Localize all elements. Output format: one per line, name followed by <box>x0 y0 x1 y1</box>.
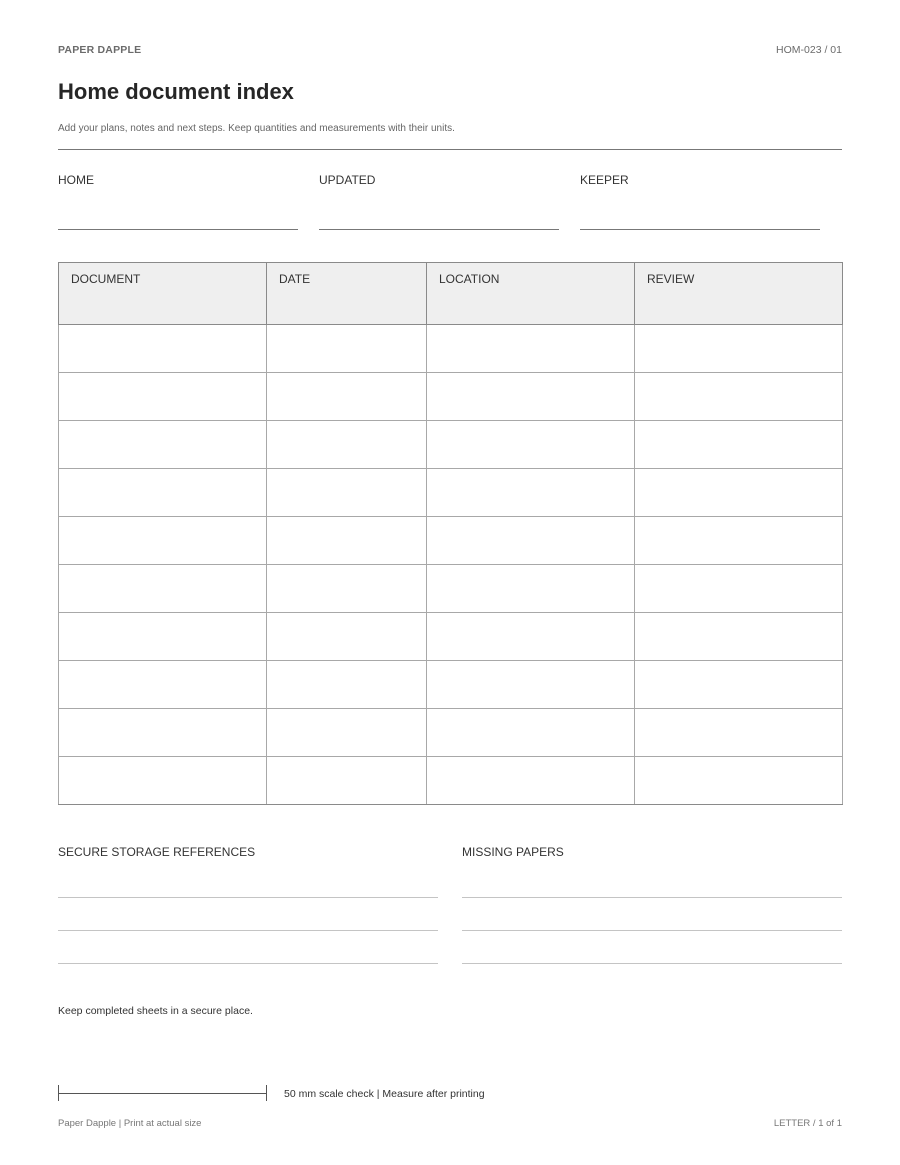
cell-date[interactable] <box>267 565 427 613</box>
cell-date[interactable] <box>267 421 427 469</box>
cell-date[interactable] <box>267 373 427 421</box>
cell-document[interactable] <box>59 757 267 805</box>
table-row <box>59 325 843 373</box>
cell-review[interactable] <box>635 757 843 805</box>
cell-location[interactable] <box>427 613 635 661</box>
footer-right: LETTER / 1 of 1 <box>773 1118 842 1129</box>
table-row <box>59 757 843 805</box>
footer-left: Paper Dapple | Print at actual size <box>58 1118 202 1129</box>
cell-location[interactable] <box>427 565 635 613</box>
cell-document[interactable] <box>59 421 267 469</box>
scale-bar <box>58 1093 267 1094</box>
page-subtitle: Add your plans, notes and next steps. Keep quantities and measurements with their units. <box>58 123 455 134</box>
secure-storage-line[interactable] <box>58 963 438 964</box>
cell-review[interactable] <box>635 613 843 661</box>
cell-document[interactable] <box>59 517 267 565</box>
updated-field-label: UPDATED <box>319 173 376 187</box>
table-body <box>59 325 843 805</box>
cell-date[interactable] <box>267 757 427 805</box>
cell-review[interactable] <box>635 709 843 757</box>
page-title: Home document index <box>58 79 294 104</box>
cell-review[interactable] <box>635 373 843 421</box>
cell-document[interactable] <box>59 325 267 373</box>
updated-field[interactable] <box>319 229 559 230</box>
document-index-table <box>58 262 843 805</box>
table-row <box>59 613 843 661</box>
table-row <box>59 469 843 517</box>
cell-document[interactable] <box>59 565 267 613</box>
table-row <box>59 661 843 709</box>
cell-document[interactable] <box>59 373 267 421</box>
secure-storage-label: SECURE STORAGE REFERENCES <box>58 845 256 859</box>
table-row <box>59 517 843 565</box>
table-row <box>59 709 843 757</box>
cell-document[interactable] <box>59 709 267 757</box>
cell-review[interactable] <box>635 469 843 517</box>
keeper-field-label: KEEPER <box>580 173 629 187</box>
cell-document[interactable] <box>59 661 267 709</box>
keeper-field[interactable] <box>580 229 820 230</box>
cell-document[interactable] <box>59 613 267 661</box>
scale-check-text: 50 mm scale check | Measure after printing <box>284 1088 485 1100</box>
cell-date[interactable] <box>267 325 427 373</box>
missing-papers-line[interactable] <box>462 897 842 898</box>
cell-date[interactable] <box>267 613 427 661</box>
missing-papers-line[interactable] <box>462 930 842 931</box>
storage-note: Keep completed sheets in a secure place. <box>58 1005 253 1017</box>
home-field[interactable] <box>58 229 298 230</box>
cell-location[interactable] <box>427 373 635 421</box>
brand-name: PAPER DAPPLE <box>58 44 142 56</box>
cell-review[interactable] <box>635 517 843 565</box>
missing-papers-label: MISSING PAPERS <box>462 845 564 859</box>
cell-date[interactable] <box>267 469 427 517</box>
cell-review[interactable] <box>635 565 843 613</box>
cell-review[interactable] <box>635 325 843 373</box>
cell-review[interactable] <box>635 661 843 709</box>
cell-location[interactable] <box>427 469 635 517</box>
cell-date[interactable] <box>267 709 427 757</box>
cell-review[interactable] <box>635 421 843 469</box>
column-header-document: DOCUMENT <box>59 263 267 325</box>
table-row <box>59 565 843 613</box>
column-header-review: REVIEW <box>635 263 843 325</box>
table-row <box>59 421 843 469</box>
secure-storage-line[interactable] <box>58 930 438 931</box>
document-code: HOM-023 / 01 <box>776 44 842 56</box>
table-row <box>59 373 843 421</box>
table-header-row <box>59 263 843 325</box>
column-header-date: DATE <box>267 263 427 325</box>
cell-document[interactable] <box>59 469 267 517</box>
cell-location[interactable] <box>427 517 635 565</box>
cell-location[interactable] <box>427 421 635 469</box>
missing-papers-line[interactable] <box>462 963 842 964</box>
home-field-label: HOME <box>58 173 94 187</box>
scale-bar-tick-right <box>266 1085 267 1101</box>
header-divider <box>58 149 842 150</box>
cell-location[interactable] <box>427 709 635 757</box>
cell-date[interactable] <box>267 661 427 709</box>
cell-date[interactable] <box>267 517 427 565</box>
secure-storage-line[interactable] <box>58 897 438 898</box>
cell-location[interactable] <box>427 757 635 805</box>
cell-location[interactable] <box>427 661 635 709</box>
column-header-location: LOCATION <box>427 263 635 325</box>
cell-location[interactable] <box>427 325 635 373</box>
